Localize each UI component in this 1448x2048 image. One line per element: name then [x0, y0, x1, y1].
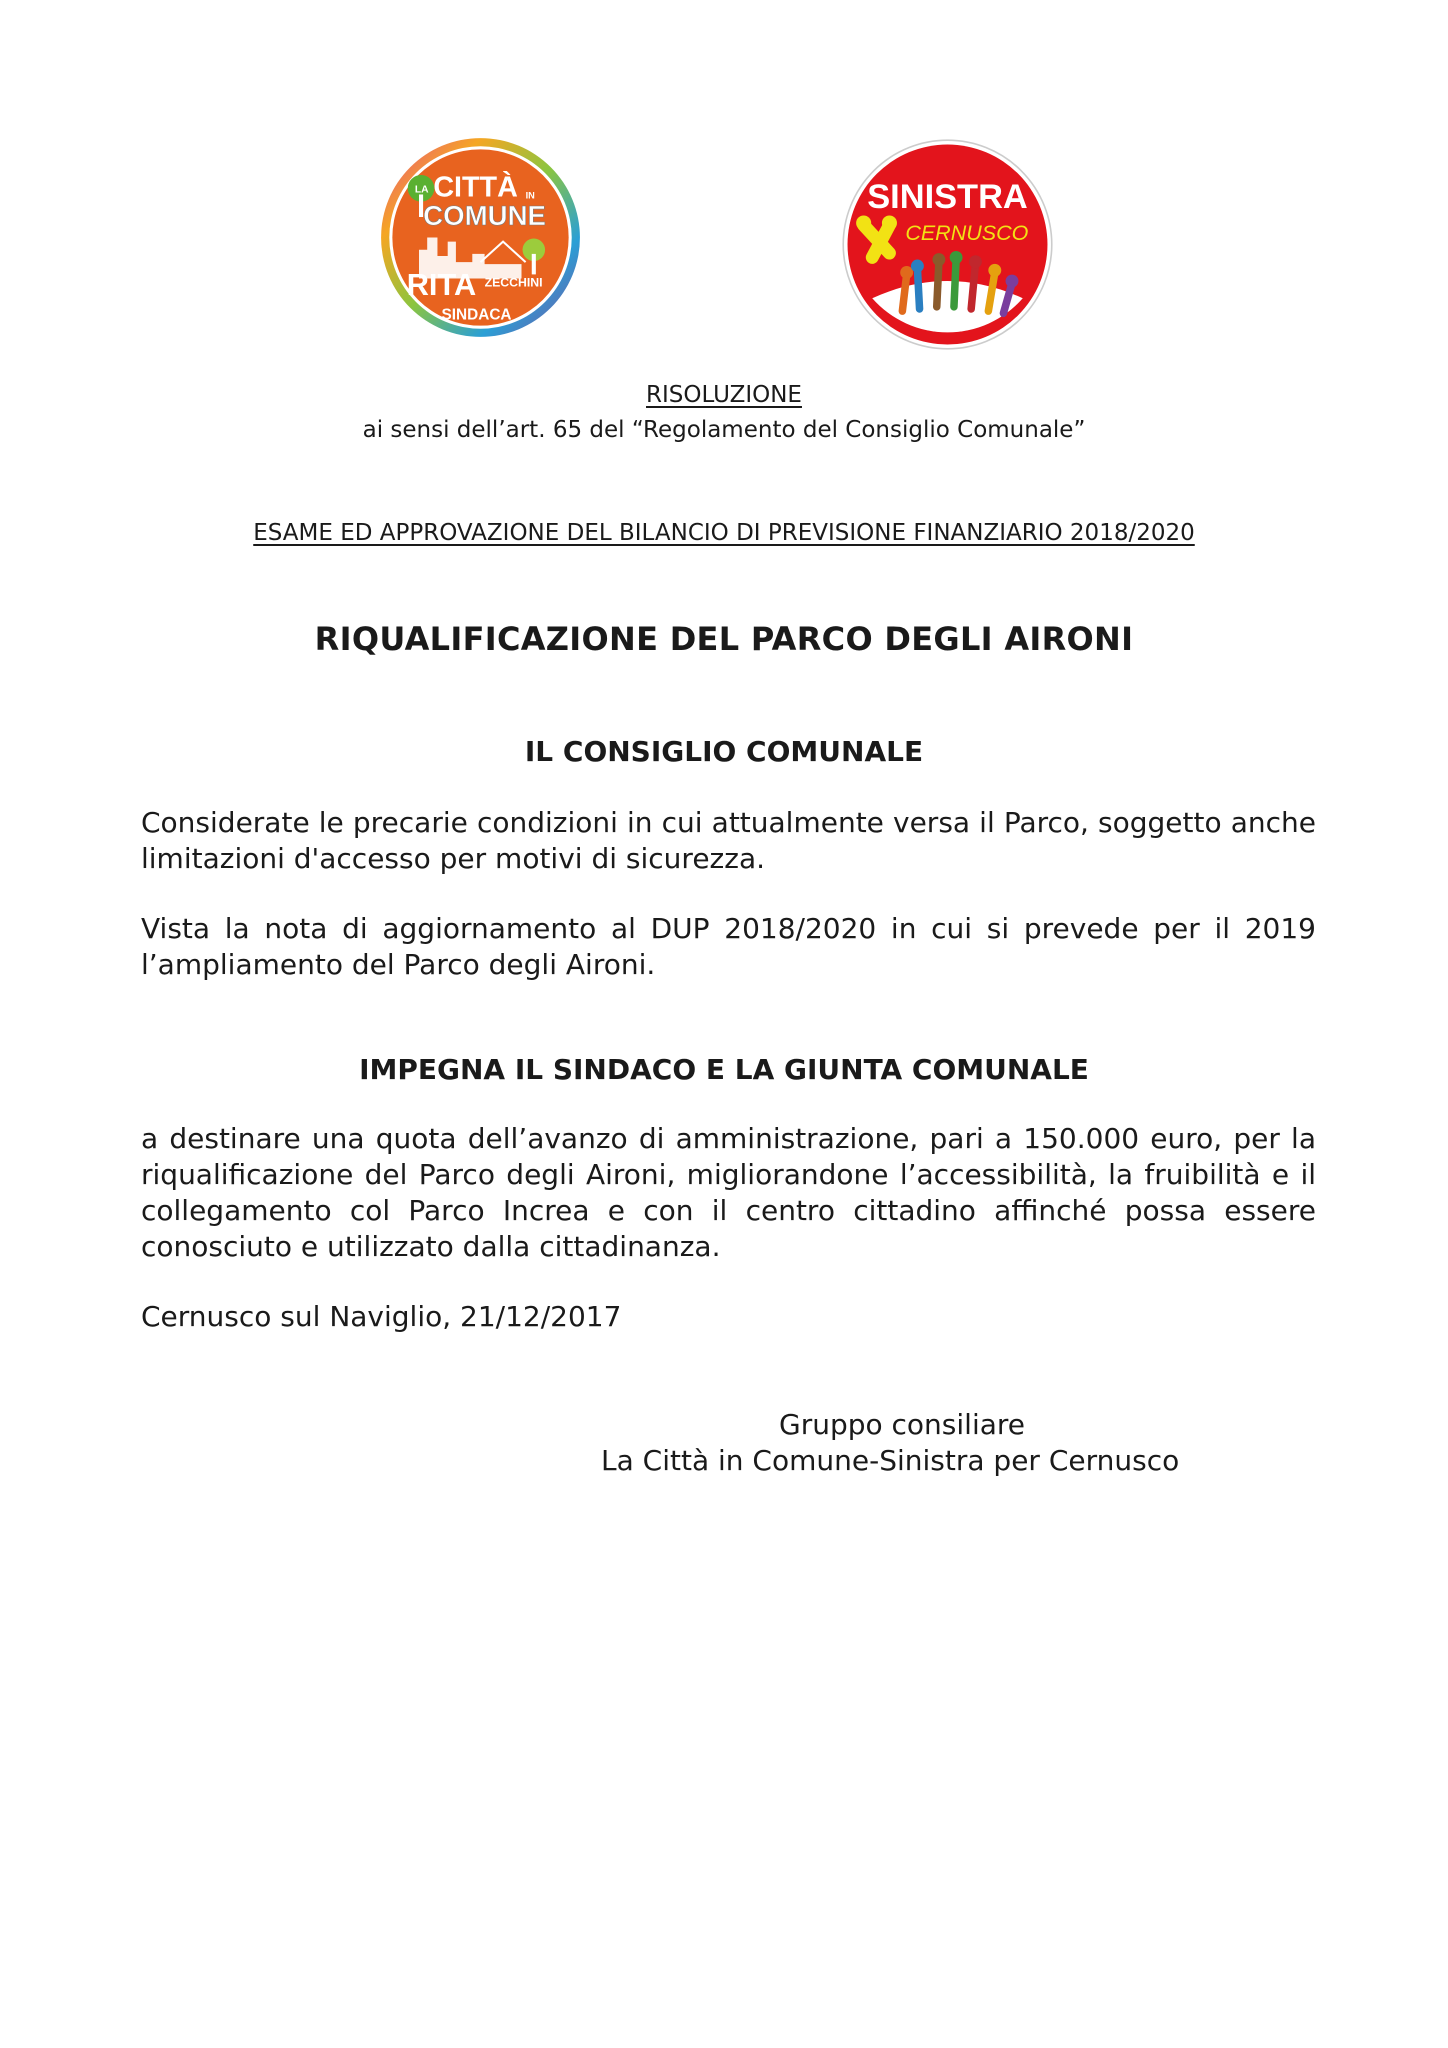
signature-name: La Città in Comune-Sinistra per Cernusco: [601, 1444, 1180, 1477]
logo-text-citta: CITTÀ: [433, 171, 518, 204]
logo-text-sindaca: SINDACA: [441, 306, 512, 324]
paragraph-considerate: Considerate le precarie condizioni in cui attualmente versa il Parco, soggetto anche limitazioni d'accesso per motivi di sicurezza.: [141, 806, 1316, 875]
la-citta-in-comune-logo: [378, 135, 583, 340]
subject-line: ESAME ED APPROVAZIONE DEL BILANCIO DI PREVISIONE FINANZIARIO 2018/2020: [253, 520, 1195, 546]
logo-text-comune: COMUNE: [423, 200, 547, 232]
logo-text-rita: RITA: [406, 266, 477, 302]
paragraph-destinare: a destinare una quota dell’avanzo di amministrazione, pari a 150.000 euro, per la riqualificazione del Parco degli Aironi, migliorandone l’accessibilità, la fruibilità e il collegamento col Parco Increa e con il centro cittadino affinché possa essere conosciuto e utilizzato dalla cittadinanza.: [141, 1122, 1316, 1263]
section-heading-impegna: IMPEGNA IL SINDACO E LA GIUNTA COMUNALE: [359, 1053, 1089, 1086]
section-heading-consiglio: IL CONSIGLIO COMUNALE: [524, 735, 924, 768]
logo-text-cernusco: CERNUSCO: [905, 221, 1029, 246]
logo-text-zecchini: ZECCHINI: [484, 275, 543, 290]
logo-text-in: IN: [525, 190, 535, 201]
document-type: RISOLUZIONE: [646, 382, 802, 408]
place-date: Cernusco sul Naviglio, 21/12/2017: [141, 1300, 622, 1333]
regulation-reference: ai sensi dell’art. 65 del “Regolamento del Consiglio Comunale”: [362, 417, 1086, 443]
logo-text-sinistra: SINISTRA: [867, 177, 1028, 216]
paragraph-vista: Vista la nota di aggiornamento al DUP 2018/2020 in cui si prevede per il 2019 l’ampliamento del Parco degli Aironi.: [141, 912, 1316, 981]
logo-text-la: LA: [414, 184, 429, 196]
document-title: RIQUALIFICAZIONE DEL PARCO DEGLI AIRONI: [314, 620, 1134, 658]
signature-group: Gruppo consiliare: [779, 1408, 1026, 1441]
sinistra-cernusco-logo: [840, 137, 1055, 352]
